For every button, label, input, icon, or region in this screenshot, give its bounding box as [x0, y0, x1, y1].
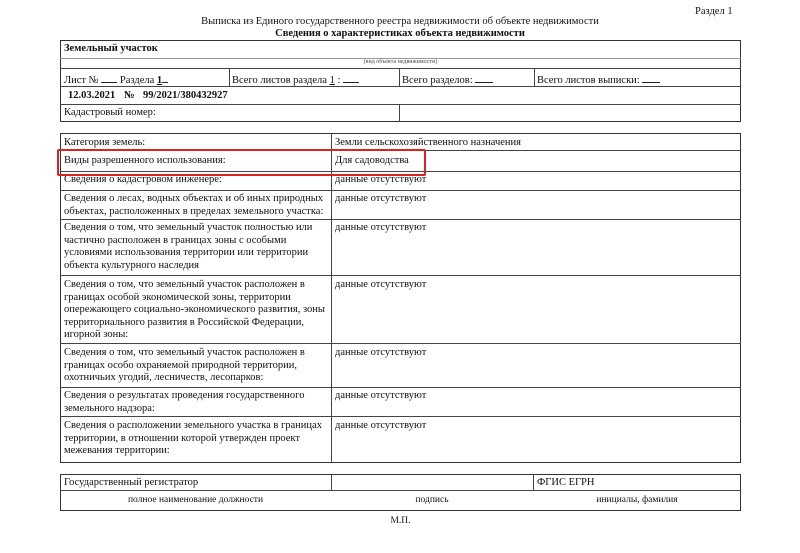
- total-sections-field: Всего разделов:: [402, 73, 493, 88]
- row-label: Сведения о расположении земельного участка в границах территории, в отношении которой утвержден проект межевания территории:: [64, 420, 322, 456]
- registrar-position: Государственный регистратор: [64, 477, 199, 488]
- total-section-sheets-field: Всего листов раздела 1 :: [232, 73, 359, 88]
- row-label: Виды разрешенного использования:: [64, 155, 226, 166]
- document-title: Выписка из Единого государственного реестра недвижимости об объекте недвижимости: [201, 16, 599, 27]
- caption-signature: подпись: [415, 495, 449, 505]
- row-label: Сведения о том, что земельный участок полностью или частично расположен в границах зоны с особыми условиями использования территории или территории объекта культурного наследия: [64, 222, 313, 271]
- row-label: Сведения о кадастровом инженере:: [64, 174, 222, 185]
- row-value: данные отсутствуют: [335, 347, 427, 358]
- row-label: Сведения о лесах, водных объектах и об иных природных объектах, расположенных в пределах земельного участка:: [64, 193, 324, 217]
- caption-name: инициалы, фамилия: [596, 495, 678, 505]
- total-extract-sheets-field: Всего листов выписки:: [537, 73, 660, 88]
- registrar-organization: ФГИС ЕГРН: [537, 477, 595, 488]
- row-value: данные отсутствуют: [335, 193, 427, 204]
- number-label: №: [124, 90, 135, 101]
- row-value: данные отсутствуют: [335, 174, 427, 185]
- row-label: Сведения о том, что земельный участок расположен в границах особо охраняемой природной территории, охотничьих угодий, лесничеств, лесопарков:: [64, 347, 305, 383]
- highlight-annotation: [57, 149, 426, 176]
- caption-position: полное наименование должности: [127, 495, 264, 505]
- row-label: Сведения о результатах проведения государственного земельного надзора:: [64, 390, 305, 414]
- document-subtitle: Сведения о характеристиках объекта недвижимости: [275, 28, 525, 39]
- row-value: данные отсутствуют: [335, 390, 427, 401]
- stamp-place: М.П.: [390, 516, 411, 526]
- extract-date: 12.03.2021: [68, 90, 116, 101]
- row-value: Для садоводства: [335, 155, 409, 166]
- row-value: данные отсутствуют: [335, 279, 427, 290]
- sheet-number-field: Лист № Раздела 1: [64, 73, 168, 88]
- cadastral-number-label: Кадастровый номер:: [64, 107, 156, 118]
- row-label: Сведения о том, что земельный участок расположен в границах особой экономической зоны, территории опережающего социально-экономического развития, зоны территориального развития в Российской Федерации, игорной зоны:: [64, 279, 325, 340]
- row-value: данные отсутствуют: [335, 222, 427, 233]
- object-type: Земельный участок: [64, 43, 158, 54]
- object-type-caption: (вид объекта недвижимости): [363, 59, 438, 65]
- section-label: Раздел 1: [695, 6, 733, 17]
- extract-number: 99/2021/380432927: [143, 90, 228, 101]
- row-value: Земли сельскохозяйственного назначения: [335, 137, 521, 148]
- row-label: Категория земель:: [64, 137, 146, 148]
- row-value: данные отсутствуют: [335, 420, 427, 431]
